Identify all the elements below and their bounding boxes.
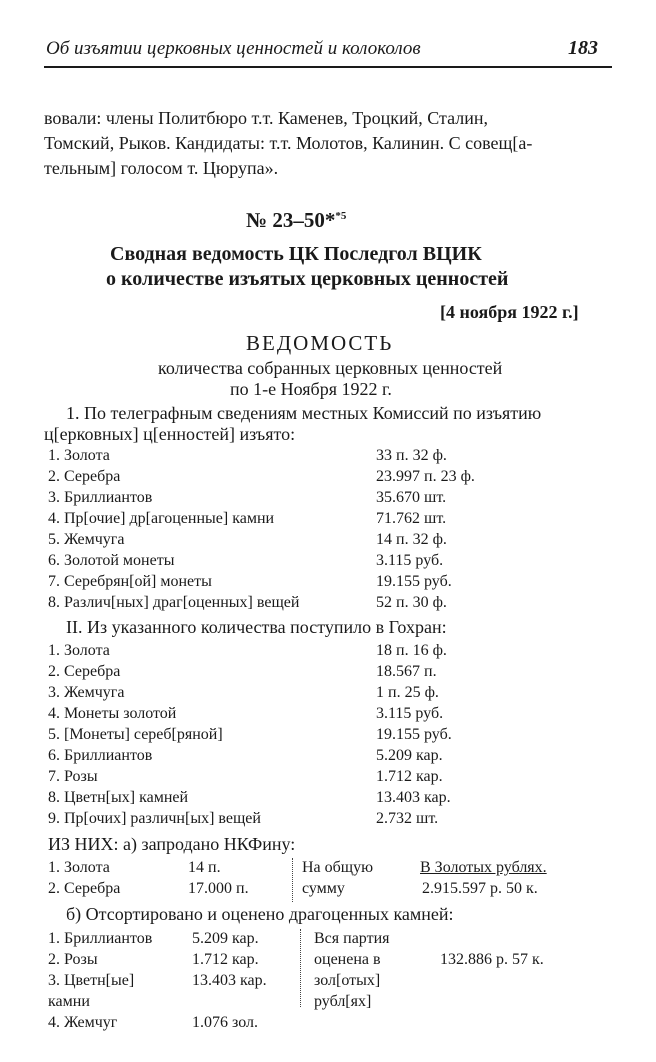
document-title-line-2: о количестве изъятых церковных ценностей [106, 268, 509, 290]
document-number-text: № 23–50* [246, 208, 336, 232]
sold-row-qty: 17.000 п. [188, 880, 249, 897]
sorted-row-qty: 1.076 зол. [192, 1014, 258, 1031]
section-1-row-value: 19.155 руб. [376, 573, 452, 590]
section-1-row-value: 71.762 шт. [376, 510, 447, 527]
section-1-row-value: 35.670 шт. [376, 489, 447, 506]
page-number: 183 [568, 37, 598, 59]
sorted-row-label: 4. Жемчуг [48, 1014, 118, 1031]
section-2-row-value: 18.567 п. [376, 663, 437, 680]
section-2-row-label: 6. Бриллиантов [48, 747, 153, 764]
sorted-total-label-line-2: оценена в [314, 951, 381, 968]
sorted-row-label: 2. Розы [48, 951, 98, 968]
document-number [246, 208, 346, 233]
header-rule [44, 66, 612, 68]
vedomost-subtitle-1: количества собранных церковных ценностей [158, 358, 503, 378]
sorted-heading: б) Отсортировано и оценено драгоценных камней: [66, 904, 454, 924]
section-2-row-value: 1.712 кар. [376, 768, 443, 785]
section-2-row-value: 5.209 кар. [376, 747, 443, 764]
sorted-column-divider [300, 929, 301, 1007]
intro-line-2: Томский, Рыков. Кандидаты: т.т. Молотов, Калинин. С совещ[а- [44, 133, 533, 153]
section-2-row-label: 9. Пр[очих] различн[ых] вещей [48, 810, 261, 827]
sorted-row-label: камни [48, 993, 90, 1010]
section-1-row-label: 2. Серебра [48, 468, 121, 485]
section-1-row-value: 3.115 руб. [376, 552, 444, 569]
document-title-line-1: Сводная ведомость ЦК Последгол ВЦИК [110, 243, 482, 265]
section-1-row-label: 4. Пр[очие] др[агоценные] камни [48, 510, 275, 527]
sorted-row-qty: 1.712 кар. [192, 951, 259, 968]
sold-column-divider [292, 858, 293, 902]
intro-line-3: тельным] голосом т. Цюрупа». [44, 158, 279, 178]
section-2-row-label: 7. Розы [48, 768, 98, 785]
sorted-row-label: 1. Бриллиантов [48, 930, 153, 947]
sorted-row-label: 3. Цветн[ые] [48, 972, 135, 989]
sold-total-label-line-1: На общую [302, 859, 374, 876]
sold-heading: ИЗ НИХ: а) запродано НКФину: [48, 834, 296, 854]
sorted-total-label-line-1: Вся партия [314, 930, 390, 947]
vedomost-heading: ВЕДОМОСТЬ [246, 331, 394, 355]
document-number-footnote-mark: *5 [335, 210, 347, 222]
sold-total-label-line-2: сумму [302, 880, 345, 897]
section-1-row-label: 5. Жемчуга [48, 531, 125, 548]
sorted-total-label-line-3: зол[отых] [314, 972, 381, 989]
section-1-heading-line-1: 1. По телеграфным сведениям местных Комиссий по изъятию [66, 403, 542, 423]
section-1-row-label: 6. Золотой монеты [48, 552, 175, 569]
section-2-row-label: 3. Жемчуга [48, 684, 125, 701]
sold-total-value: 2.915.597 р. 50 к. [422, 880, 538, 897]
section-2-row-label: 5. [Монеты] сереб[ряной] [48, 726, 223, 743]
section-1-heading-line-2: ц[ерковных] ц[енностей] изъято: [44, 424, 296, 444]
section-2-row-value: 13.403 кар. [376, 789, 451, 806]
sold-row-qty: 14 п. [188, 859, 221, 876]
section-2-row-label: 4. Монеты золотой [48, 705, 177, 722]
section-1-row-label: 7. Серебрян[ой] монеты [48, 573, 212, 590]
section-2-row-value: 1 п. 25 ф. [376, 684, 439, 701]
section-1-row-value: 23.997 п. 23 ф. [376, 468, 475, 485]
section-2-row-value: 19.155 руб. [376, 726, 452, 743]
sorted-row-qty: 13.403 кар. [192, 972, 267, 989]
section-2-row-value: 3.115 руб. [376, 705, 444, 722]
sorted-total-label-line-4: рубл[ях] [314, 993, 372, 1010]
sorted-row-qty: 5.209 кар. [192, 930, 259, 947]
section-1-row-label: 3. Бриллиантов [48, 489, 153, 506]
sold-currency-heading: В Золотых рублях. [420, 859, 547, 876]
section-1-row-value: 14 п. 32 ф. [376, 531, 447, 548]
section-2-heading: II. Из указанного количества поступило в Гохран: [66, 617, 447, 637]
section-2-row-value: 2.732 шт. [376, 810, 439, 827]
section-1-row-value: 33 п. 32 ф. [376, 447, 447, 464]
sold-row-label: 1. Золота [48, 859, 110, 876]
sold-row-label: 2. Серебра [48, 880, 121, 897]
vedomost-subtitle-2: по 1-е Ноября 1922 г. [230, 379, 392, 399]
intro-line-1: вовали: члены Политбюро т.т. Каменев, Троцкий, Сталин, [44, 108, 488, 128]
section-1-row-label: 1. Золота [48, 447, 110, 464]
section-2-row-label: 2. Серебра [48, 663, 121, 680]
section-1-row-value: 52 п. 30 ф. [376, 594, 447, 611]
document-date: [4 ноября 1922 г.] [440, 302, 579, 322]
running-header-title: Об изъятии церковных ценностей и колоколов [46, 38, 421, 59]
sorted-total-value: 132.886 р. 57 к. [440, 951, 544, 968]
section-1-row-label: 8. Различ[ных] драг[оценных] вещей [48, 594, 300, 611]
section-2-row-value: 18 п. 16 ф. [376, 642, 447, 659]
section-2-row-label: 1. Золота [48, 642, 110, 659]
section-2-row-label: 8. Цветн[ых] камней [48, 789, 189, 806]
